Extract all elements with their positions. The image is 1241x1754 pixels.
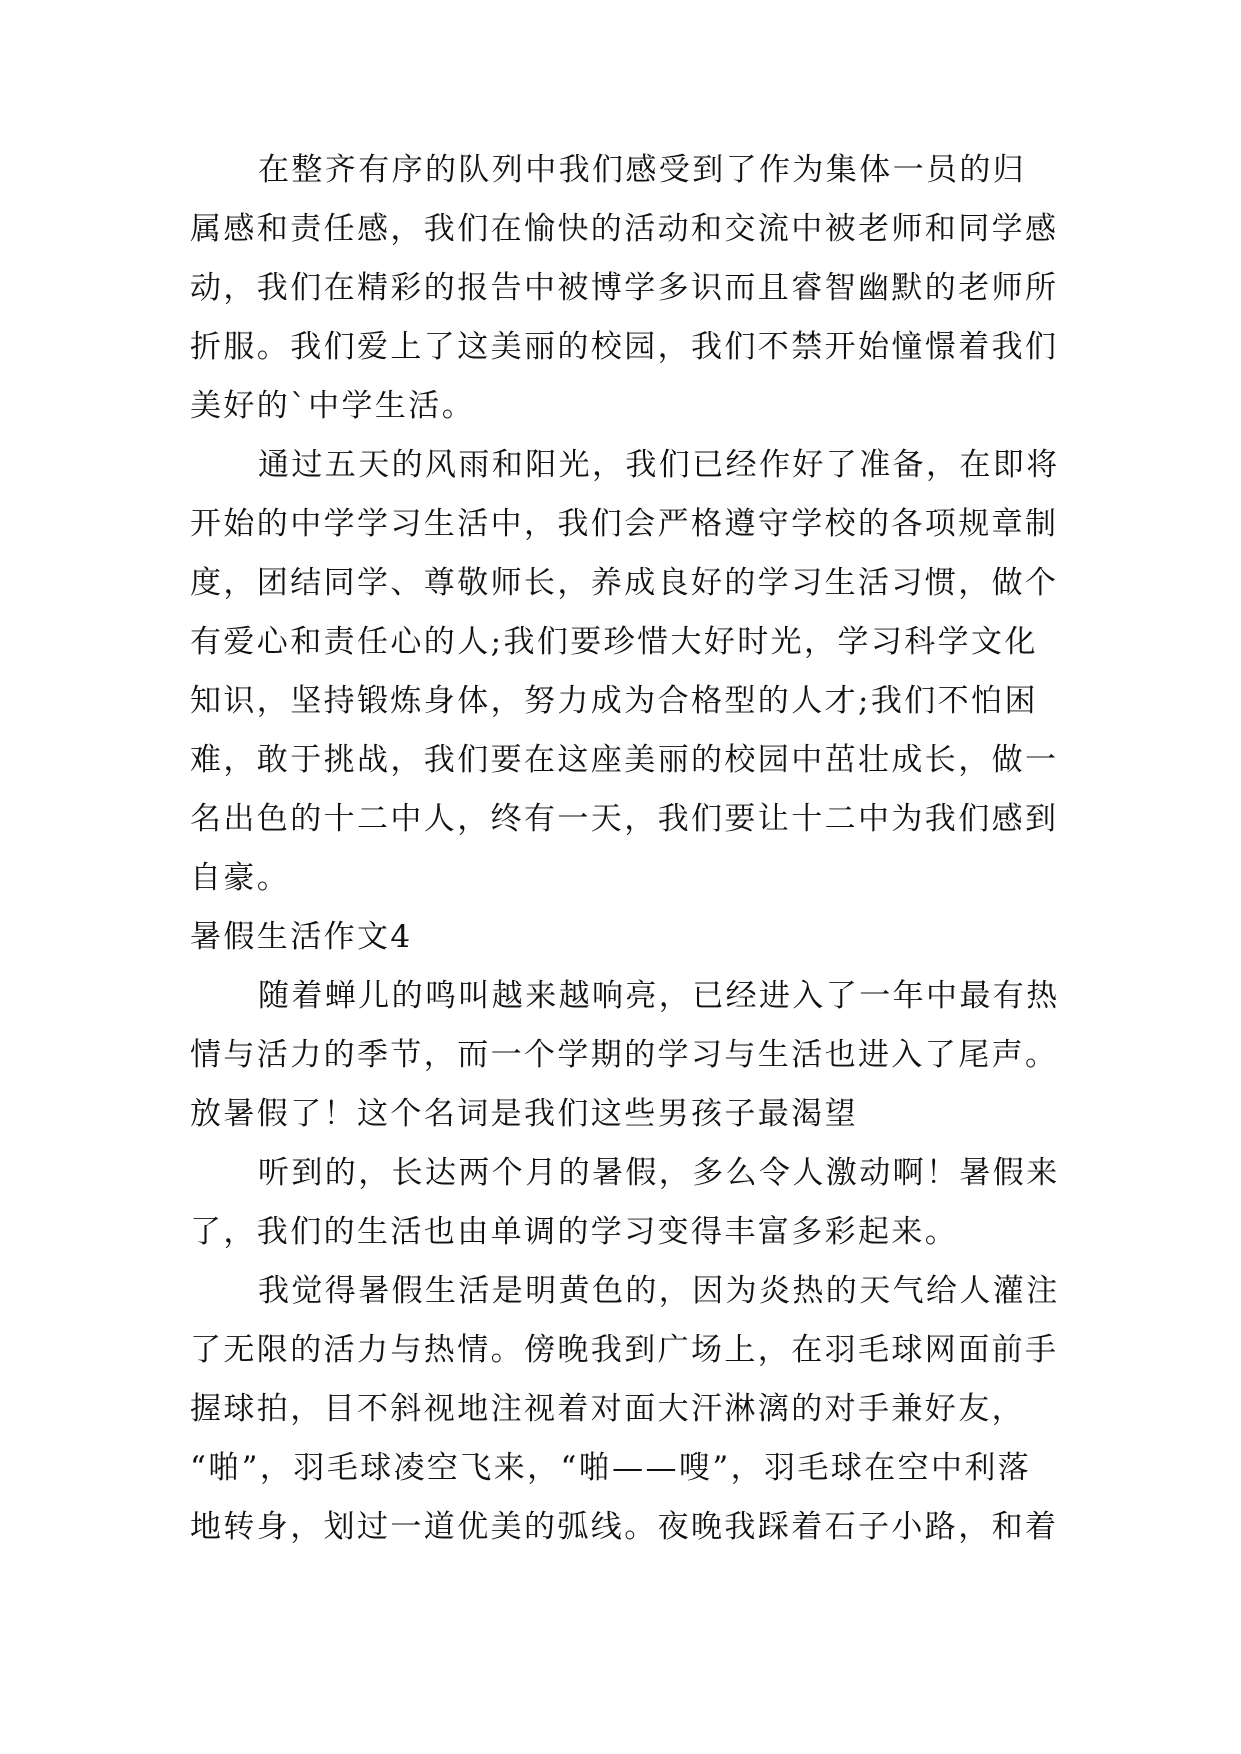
text-line: 美好的`中学生活。 [190, 388, 476, 424]
text-line: 我觉得暑假生活是明黄色的，因为炎热的天气给人灌注 [258, 1273, 1060, 1309]
text-line: 情与活力的季节，而一个学期的学习与生活也进入了尾声。 [190, 1037, 1059, 1073]
text-line: “啪”，羽毛球凌空飞来，“啪——嗖”，羽毛球在空中利落 [190, 1450, 1032, 1486]
text-line: 度，团结同学、尊敬师长，养成良好的学习生活习惯，做个 [190, 565, 1059, 601]
text-line: 了，我们的生活也由单调的学习变得丰富多彩起来。 [190, 1214, 959, 1250]
text-line: 地转身，划过一道优美的弧线。夜晚我踩着石子小路，和着 [190, 1509, 1059, 1545]
text-line: 动，我们在精彩的报告中被博学多识而且睿智幽默的老师所 [190, 270, 1059, 306]
text-line: 自豪。 [190, 860, 291, 896]
text-line: 握球拍，目不斜视地注视着对面大汗淋漓的对手兼好友， [190, 1391, 1025, 1427]
text-line: 有爱心和责任心的人;我们要珍惜大好时光，学习科学文化 [190, 624, 1038, 660]
text-line: 放暑假了！这个名词是我们这些男孩子最渴望 [190, 1096, 858, 1132]
text-line: 了无限的活力与热情。傍晚我到广场上，在羽毛球网面前手 [190, 1332, 1059, 1368]
text-line: 在整齐有序的队列中我们感受到了作为集体一员的归 [258, 152, 1027, 188]
text-line: 知识，坚持锻炼身体，努力成为合格型的人才;我们不怕困 [190, 683, 1038, 719]
text-line: 开始的中学学习生活中，我们会严格遵守学校的各项规章制 [190, 506, 1059, 542]
text-line: 通过五天的风雨和阳光，我们已经作好了准备，在即将 [258, 447, 1060, 483]
text-line: 名出色的十二中人，终有一天，我们要让十二中为我们感到 [190, 801, 1059, 837]
text-line: 属感和责任感，我们在愉快的活动和交流中被老师和同学感 [190, 211, 1059, 247]
text-line: 难，敢于挑战，我们要在这座美丽的校园中茁壮成长，做一 [190, 742, 1059, 778]
section-heading: 暑假生活作文4 [190, 919, 413, 955]
text-line: 折服。我们爱上了这美丽的校园，我们不禁开始憧憬着我们 [190, 329, 1059, 365]
text-line: 随着蝉儿的鸣叫越来越响亮，已经进入了一年中最有热 [258, 978, 1060, 1014]
text-line: 听到的，长达两个月的暑假，多么令人激动啊！暑假来 [258, 1155, 1060, 1191]
